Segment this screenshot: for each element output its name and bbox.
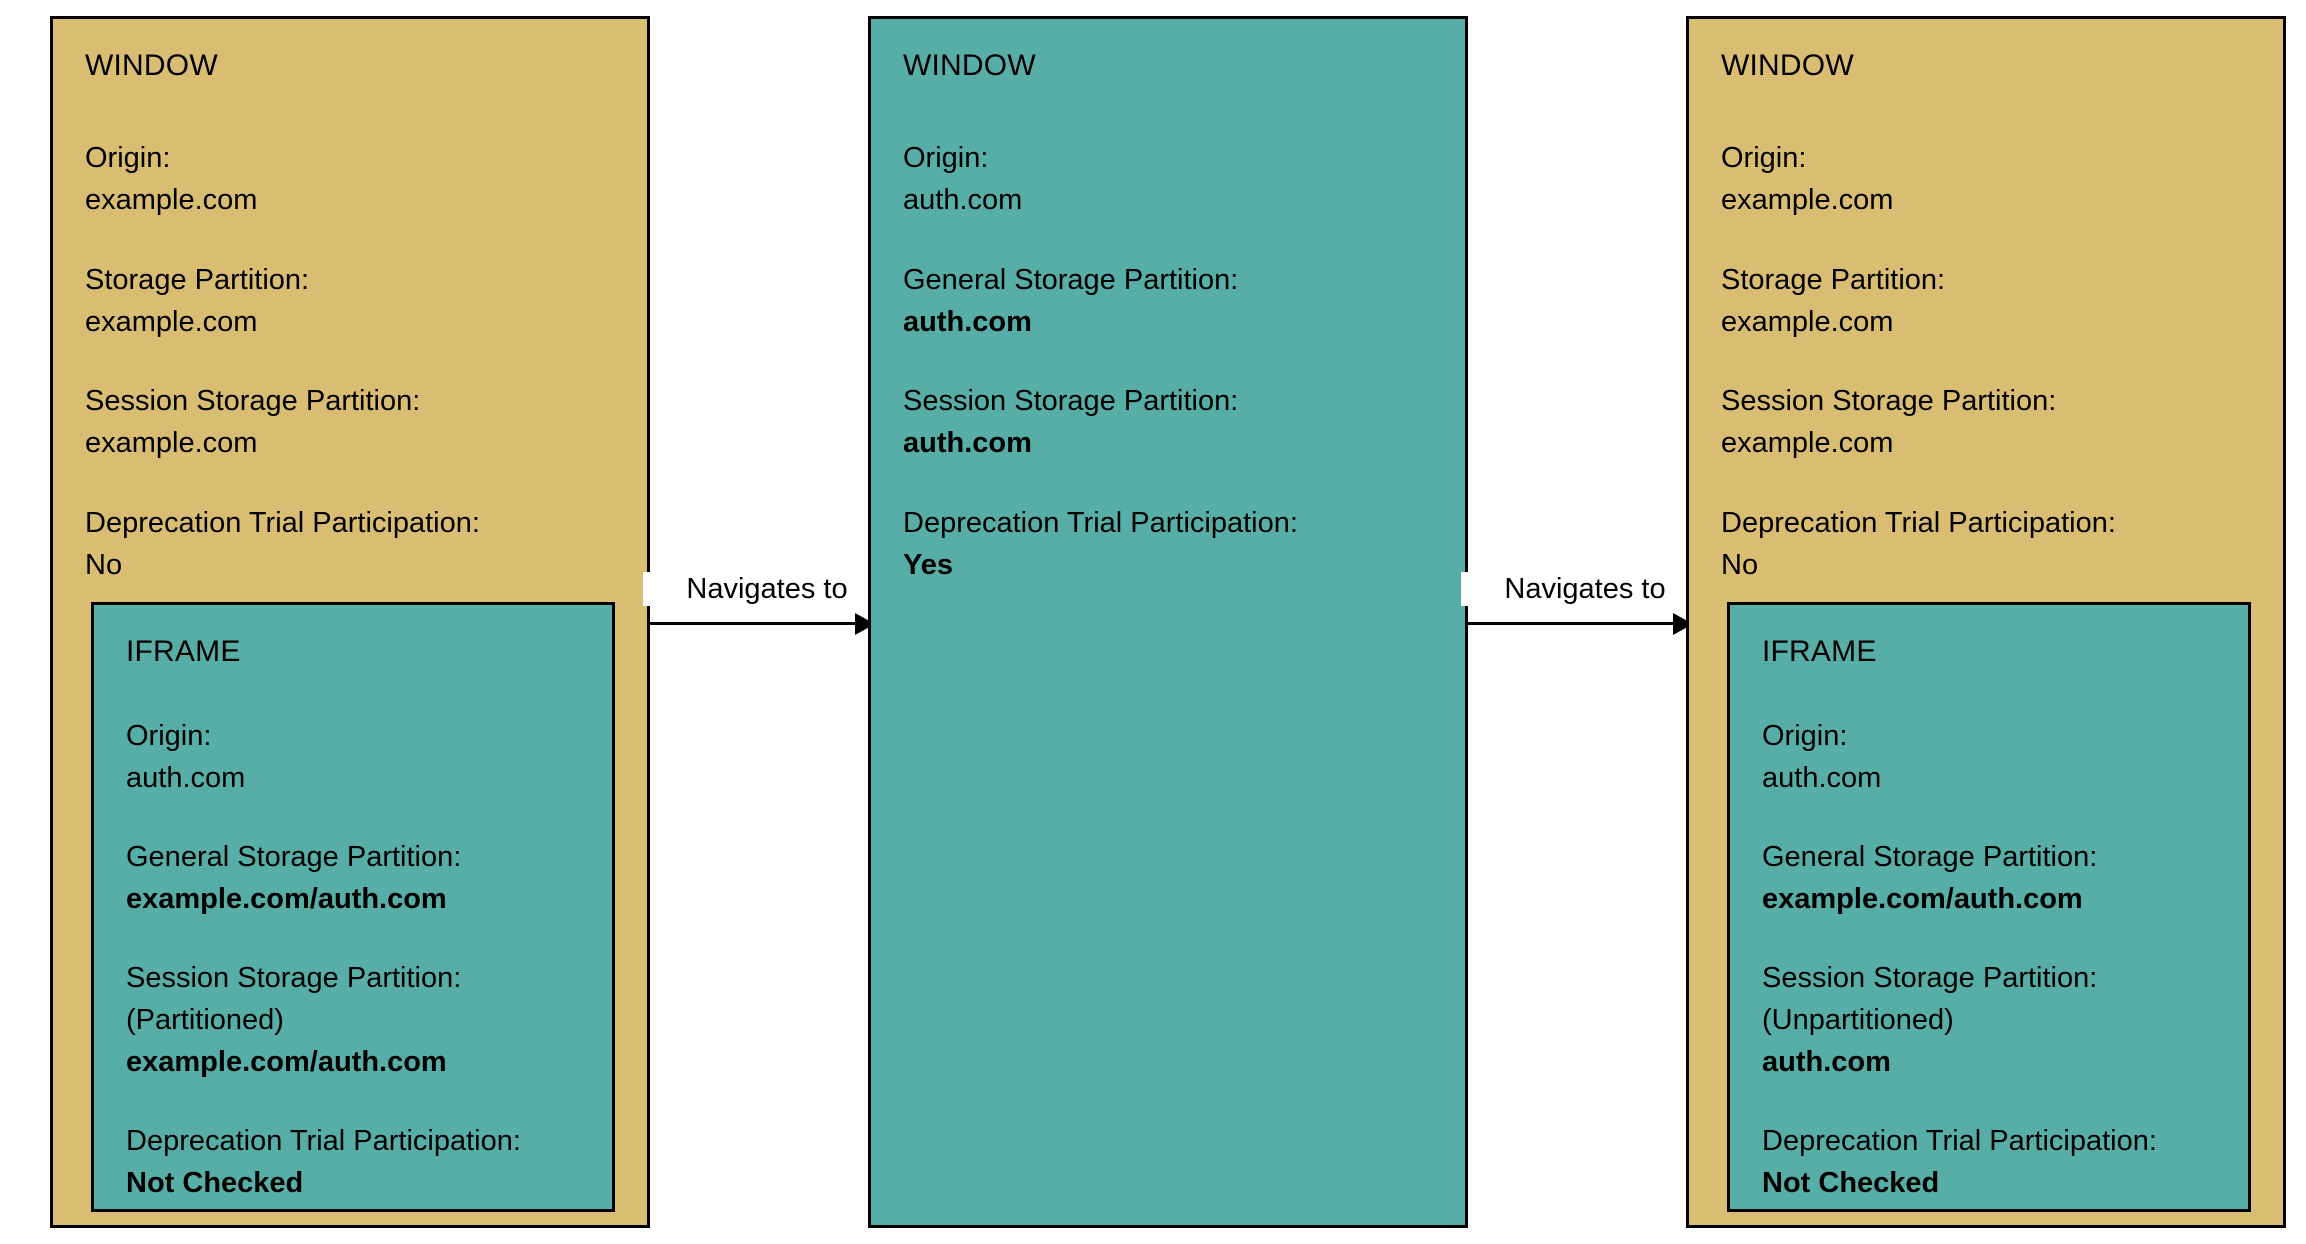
iframe-panel-1: [91, 602, 615, 1212]
window-panel-3: [1686, 16, 2286, 1228]
field-origin: [1721, 137, 1893, 221]
field-value: auth.com: [126, 762, 246, 794]
field-label: Session Storage Partition:: [903, 385, 1239, 417]
field-origin: [1762, 715, 1881, 799]
field-session-storage-partition: [85, 380, 420, 464]
field-general-storage-partition: [126, 836, 461, 920]
field-label: Storage Partition:: [1721, 264, 1946, 296]
field-label: General Storage Partition:: [126, 841, 462, 873]
field-value: example.com/auth.com: [126, 883, 447, 915]
arrow-2: [1468, 573, 1693, 625]
field-label: Deprecation Trial Participation:: [903, 507, 1298, 539]
field-value: example.com: [85, 306, 258, 338]
field-general-storage-partition: [903, 259, 1238, 343]
field-label: General Storage Partition:: [903, 264, 1239, 296]
panel-title: WINDOW: [85, 49, 218, 82]
field-value: auth.com: [1762, 762, 1882, 794]
field-value: Not Checked: [126, 1167, 304, 1199]
field-deprecation-trial: [85, 502, 480, 586]
field-value: example.com/auth.com: [126, 1046, 447, 1078]
field-origin: [126, 715, 245, 799]
field-value: Yes: [903, 549, 953, 581]
window-panel-1: [50, 16, 650, 1228]
field-value: example.com: [85, 184, 258, 216]
field-label: Deprecation Trial Participation:: [1762, 1125, 2157, 1157]
field-value: example.com: [85, 427, 258, 459]
field-value: example.com/auth.com: [1762, 883, 2083, 915]
field-deprecation-trial: [1762, 1120, 2157, 1204]
field-value: example.com: [1721, 306, 1894, 338]
field-label: General Storage Partition:: [1762, 841, 2098, 873]
field-label: Session Storage Partition:: [126, 962, 462, 994]
field-value: Not Checked: [1762, 1167, 1940, 1199]
arrow-line: [650, 622, 855, 625]
field-session-storage-partition: [1721, 380, 2056, 464]
field-label: Session Storage Partition:: [1721, 385, 2057, 417]
field-origin: [85, 137, 257, 221]
field-note: (Partitioned): [126, 1004, 284, 1036]
arrow-label: Navigates to: [1461, 572, 1709, 606]
iframe-title: IFRAME: [1762, 635, 1877, 668]
field-session-storage-partition: [903, 380, 1238, 464]
field-value: auth.com: [1762, 1046, 1891, 1078]
field-label: Origin:: [1721, 142, 1807, 174]
field-session-storage-partition: [1762, 957, 2097, 1083]
field-value: No: [1721, 549, 1759, 581]
field-general-storage-partition: [1762, 836, 2097, 920]
field-label: Storage Partition:: [85, 264, 310, 296]
field-storage-partition: [1721, 259, 1945, 343]
field-label: Deprecation Trial Participation:: [1721, 507, 2116, 539]
field-label: Origin:: [1762, 720, 1848, 752]
panel-title: WINDOW: [1721, 49, 1854, 82]
field-value: No: [85, 549, 123, 581]
panel-title: WINDOW: [903, 49, 1036, 82]
field-value: example.com: [1721, 427, 1894, 459]
field-origin: [903, 137, 1022, 221]
field-label: Deprecation Trial Participation:: [85, 507, 480, 539]
field-label: Session Storage Partition:: [85, 385, 421, 417]
field-session-storage-partition: [126, 957, 461, 1083]
arrow-label: Navigates to: [643, 572, 891, 606]
iframe-panel-3: [1727, 602, 2251, 1212]
window-panel-2: [868, 16, 1468, 1228]
field-label: Origin:: [126, 720, 212, 752]
field-label: Origin:: [903, 142, 989, 174]
field-deprecation-trial: [1721, 502, 2116, 586]
field-deprecation-trial: [903, 502, 1298, 586]
field-value: auth.com: [903, 306, 1032, 338]
iframe-title: IFRAME: [126, 635, 241, 668]
field-label: Origin:: [85, 142, 171, 174]
field-note: (Unpartitioned): [1762, 1004, 1954, 1036]
arrow-1: [650, 573, 875, 625]
field-label: Deprecation Trial Participation:: [126, 1125, 521, 1157]
field-storage-partition: [85, 259, 309, 343]
field-deprecation-trial: [126, 1120, 521, 1204]
field-value: auth.com: [903, 184, 1023, 216]
field-value: example.com: [1721, 184, 1894, 216]
field-label: Session Storage Partition:: [1762, 962, 2098, 994]
arrow-line: [1468, 622, 1673, 625]
field-value: auth.com: [903, 427, 1032, 459]
